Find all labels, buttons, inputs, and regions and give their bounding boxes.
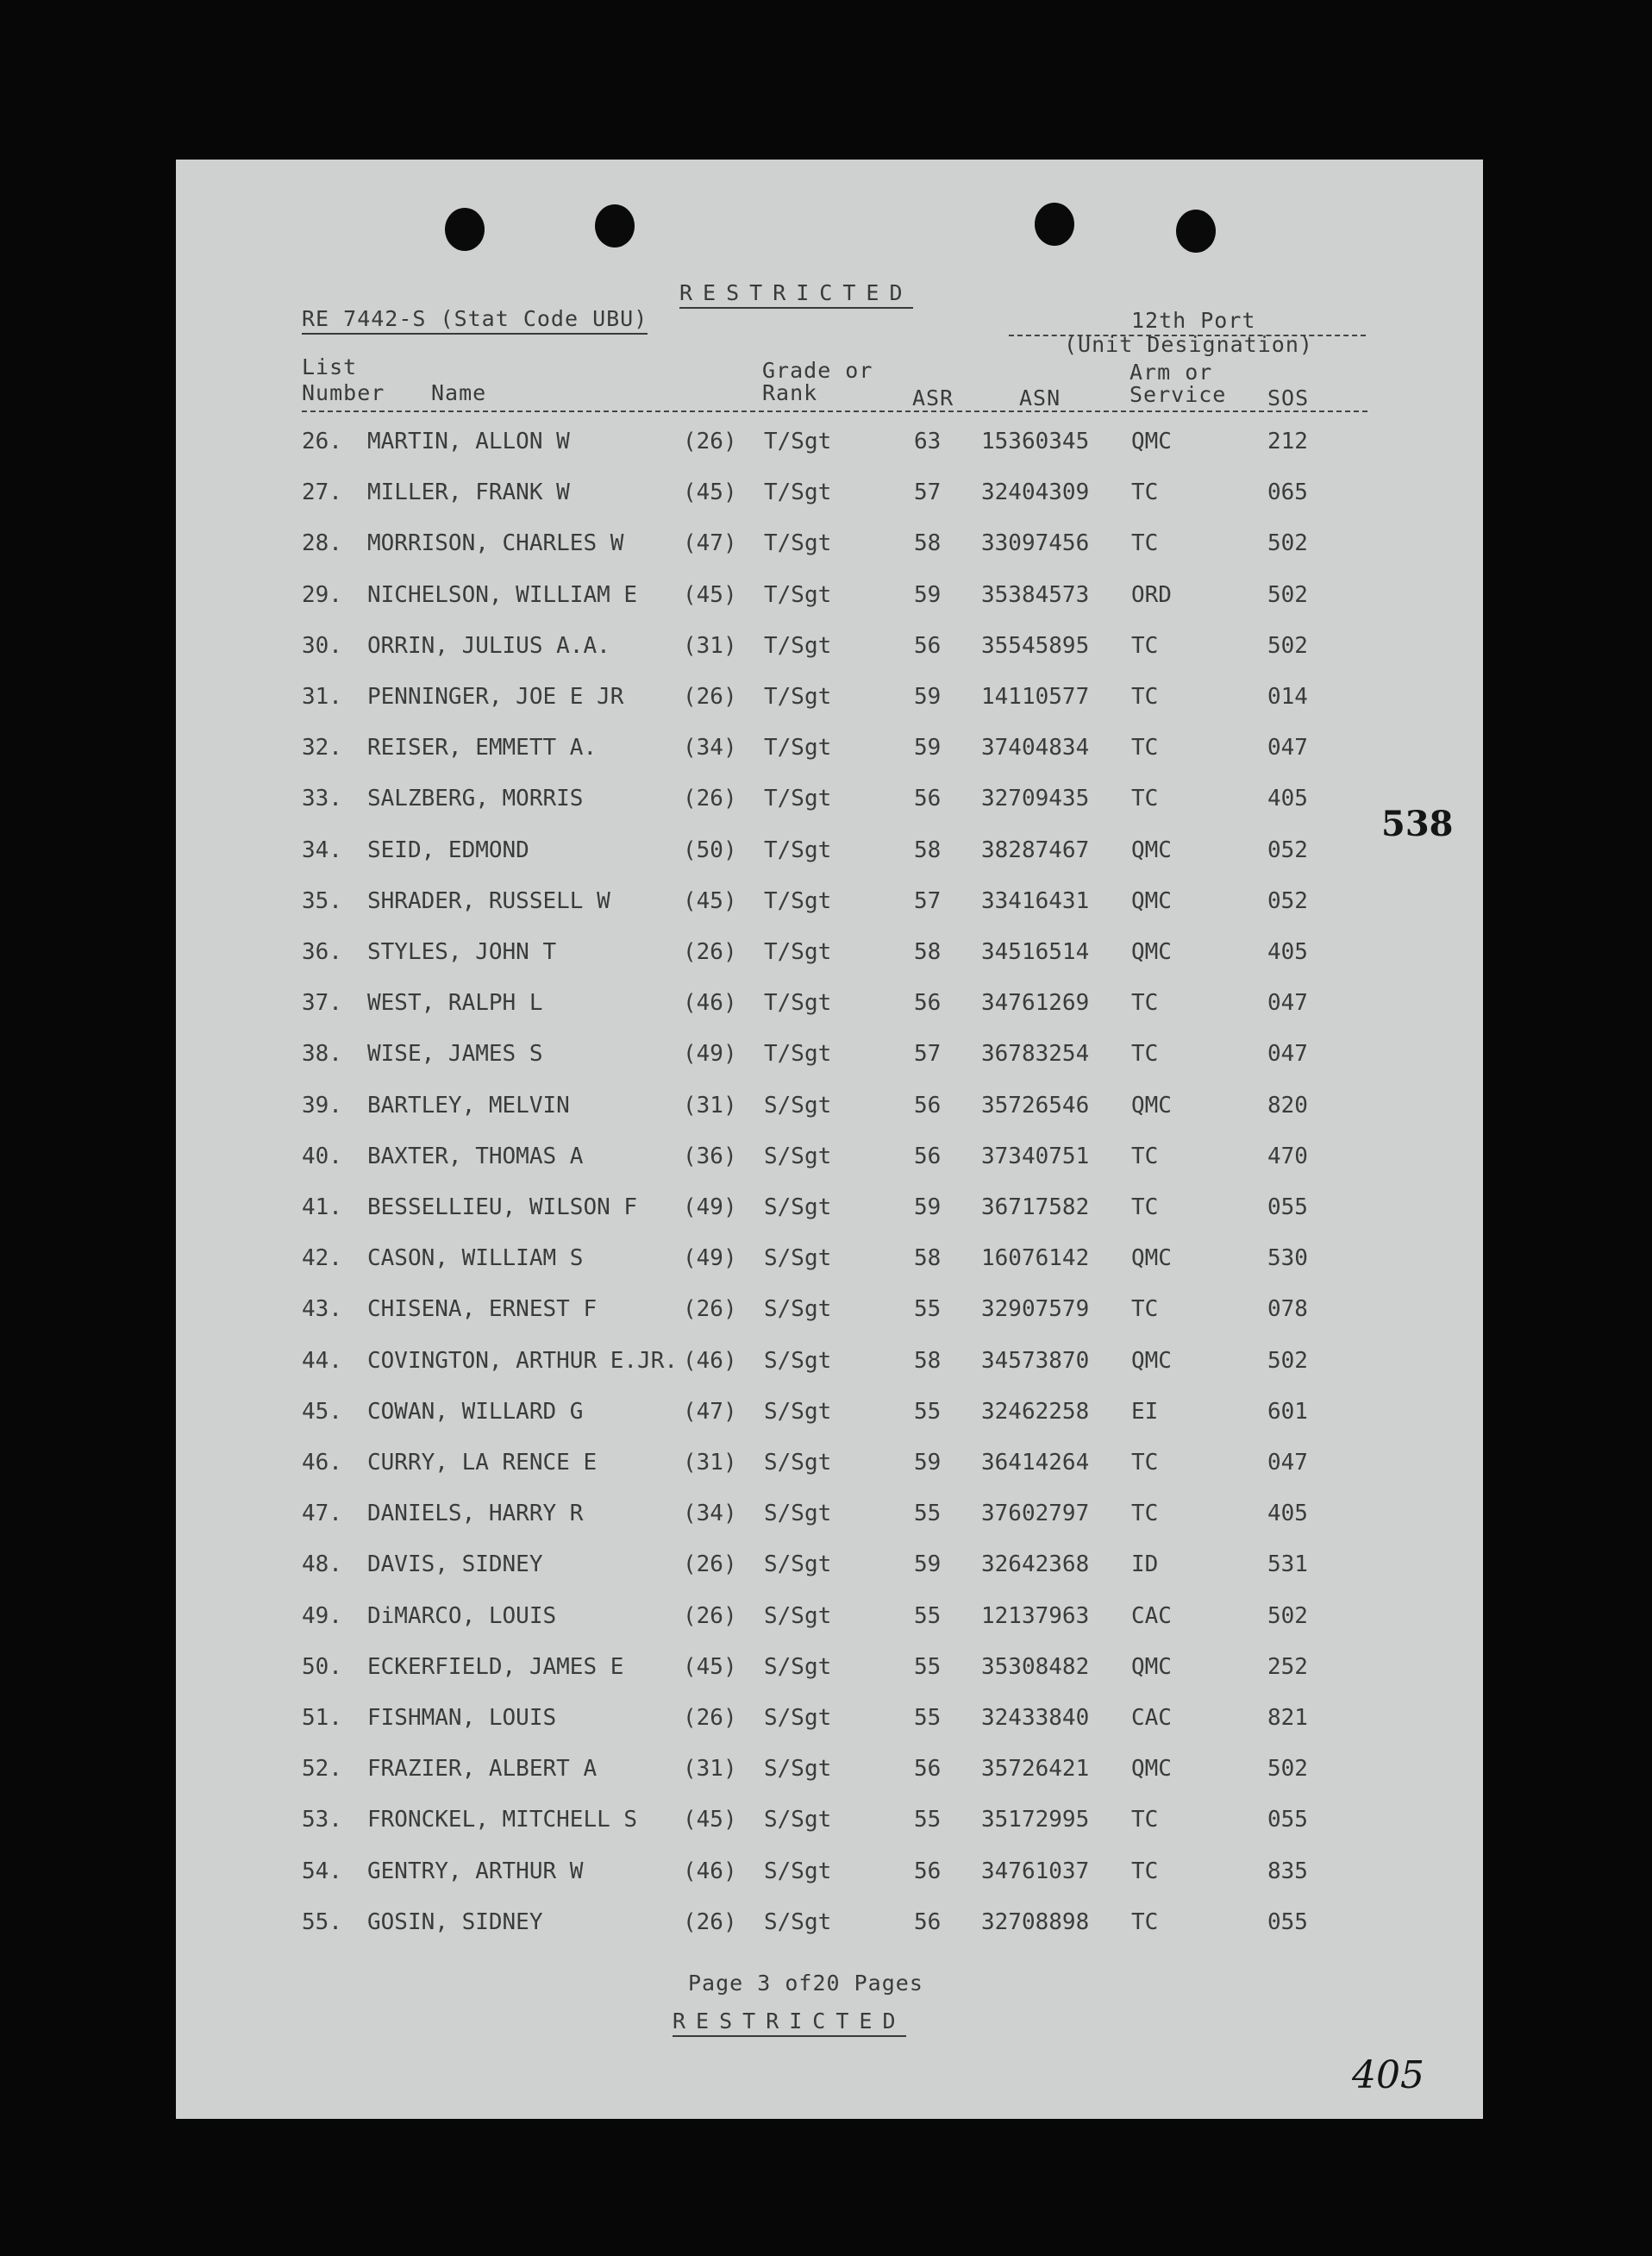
cell-grade: S/Sgt xyxy=(764,1296,832,1323)
table-row xyxy=(176,1041,1483,1075)
cell-asn: 36783254 xyxy=(981,1041,1090,1068)
cell-asr: 58 xyxy=(914,530,942,557)
cell-sos: 047 xyxy=(1267,1041,1308,1068)
cell-name: DiMARCO, LOUIS xyxy=(367,1602,557,1629)
cell-sos: 502 xyxy=(1267,632,1308,659)
cell-asn: 32433840 xyxy=(981,1705,1090,1731)
cell-grade: S/Sgt xyxy=(764,1092,832,1119)
cell-grade: T/Sgt xyxy=(764,990,832,1017)
cell-asr: 56 xyxy=(914,1858,942,1884)
table-row xyxy=(176,479,1483,514)
cell-name: GENTRY, ARTHUR W xyxy=(367,1858,584,1884)
cell-asr: 55 xyxy=(914,1398,942,1425)
cell-list-number: 47. xyxy=(302,1501,342,1527)
cell-code: (26) xyxy=(683,1908,737,1935)
cell-name: DANIELS, HARRY R xyxy=(367,1501,584,1527)
cell-sos: 052 xyxy=(1267,887,1308,914)
cell-sos: 601 xyxy=(1267,1398,1308,1425)
cell-grade: T/Sgt xyxy=(764,479,832,506)
cell-grade: T/Sgt xyxy=(764,939,832,965)
cell-asr: 57 xyxy=(914,887,942,914)
table-row xyxy=(176,1245,1483,1280)
cell-asr: 56 xyxy=(914,1092,942,1119)
cell-asr: 58 xyxy=(914,1347,942,1374)
cell-code: (26) xyxy=(683,429,737,454)
cell-asr: 59 xyxy=(914,735,942,761)
table-row xyxy=(176,1756,1483,1790)
cell-asr: 58 xyxy=(914,837,942,863)
table-row xyxy=(176,1654,1483,1689)
cell-code: (45) xyxy=(683,479,737,506)
cell-asn: 34516514 xyxy=(981,939,1090,965)
column-header-grade: Grade or xyxy=(762,358,873,383)
cell-arm-service: CAC xyxy=(1131,1602,1172,1629)
cell-sos: 065 xyxy=(1267,479,1308,506)
cell-name: CHISENA, ERNEST F xyxy=(367,1296,598,1323)
table-row xyxy=(176,1194,1483,1229)
cell-code: (45) xyxy=(683,1807,737,1833)
table-row xyxy=(176,1296,1483,1331)
cell-code: (31) xyxy=(683,1450,737,1476)
cell-arm-service: ID xyxy=(1131,1551,1159,1578)
cell-list-number: 26. xyxy=(302,429,342,454)
cell-asr: 63 xyxy=(914,429,942,454)
cell-sos: 470 xyxy=(1267,1143,1308,1169)
cell-sos: 055 xyxy=(1267,1194,1308,1220)
cell-asn: 35308482 xyxy=(981,1653,1090,1680)
cell-list-number: 43. xyxy=(302,1296,342,1323)
cell-grade: S/Sgt xyxy=(764,1245,832,1272)
table-row xyxy=(176,1399,1483,1433)
punch-hole xyxy=(445,208,485,251)
cell-asn: 32907579 xyxy=(981,1296,1090,1323)
restricted-heading: RESTRICTED xyxy=(679,280,913,309)
column-header-arm: Arm or xyxy=(1129,360,1213,385)
cell-asn: 16076142 xyxy=(981,1245,1090,1272)
page-number: Page 3 of20 Pages xyxy=(688,1971,923,1996)
handwritten-side-number: 538 xyxy=(1381,804,1454,844)
cell-list-number: 27. xyxy=(302,479,342,506)
cell-code: (31) xyxy=(683,1092,737,1119)
cell-sos: 252 xyxy=(1267,1653,1308,1680)
cell-grade: T/Sgt xyxy=(764,837,832,863)
cell-asn: 32462258 xyxy=(981,1398,1090,1425)
cell-grade: T/Sgt xyxy=(764,530,832,557)
cell-arm-service: QMC xyxy=(1131,939,1172,965)
cell-name: COVINGTON, ARTHUR E.JR. xyxy=(367,1347,679,1374)
cell-sos: 405 xyxy=(1267,786,1308,812)
cell-grade: S/Sgt xyxy=(764,1501,832,1527)
cell-grade: T/Sgt xyxy=(764,632,832,659)
cell-grade: S/Sgt xyxy=(764,1602,832,1629)
cell-asn: 32709435 xyxy=(981,786,1090,812)
cell-grade: S/Sgt xyxy=(764,1705,832,1731)
cell-arm-service: ORD xyxy=(1131,581,1172,608)
cell-list-number: 48. xyxy=(302,1551,342,1578)
cell-code: (26) xyxy=(683,1705,737,1731)
cell-asn: 34573870 xyxy=(981,1347,1090,1374)
table-row xyxy=(176,633,1483,667)
handwritten-corner-number: 405 xyxy=(1352,2053,1424,2097)
cell-arm-service: TC xyxy=(1131,1194,1159,1220)
cell-asn: 37602797 xyxy=(981,1501,1090,1527)
table-row xyxy=(176,1501,1483,1535)
cell-name: PENNINGER, JOE E JR xyxy=(367,684,624,710)
cell-list-number: 28. xyxy=(302,530,342,557)
cell-asr: 55 xyxy=(914,1807,942,1833)
cell-arm-service: QMC xyxy=(1131,837,1172,863)
cell-list-number: 32. xyxy=(302,735,342,761)
cell-grade: S/Sgt xyxy=(764,1398,832,1425)
column-header-sos: SOS xyxy=(1267,385,1310,410)
table-row xyxy=(176,939,1483,974)
cell-arm-service: TC xyxy=(1131,990,1159,1017)
cell-arm-service: TC xyxy=(1131,786,1159,812)
column-header-list: List xyxy=(302,354,358,379)
cell-sos: 047 xyxy=(1267,1450,1308,1476)
cell-asr: 59 xyxy=(914,684,942,710)
cell-sos: 502 xyxy=(1267,1756,1308,1783)
cell-asn: 35726546 xyxy=(981,1092,1090,1119)
cell-list-number: 39. xyxy=(302,1092,342,1119)
cell-list-number: 54. xyxy=(302,1858,342,1884)
cell-name: COWAN, WILLARD G xyxy=(367,1398,584,1425)
cell-sos: 212 xyxy=(1267,429,1308,454)
table-row xyxy=(176,1144,1483,1178)
cell-asr: 56 xyxy=(914,1756,942,1783)
cell-list-number: 34. xyxy=(302,837,342,863)
table-row xyxy=(176,1858,1483,1893)
cell-arm-service: QMC xyxy=(1131,1653,1172,1680)
column-header-asr: ASR xyxy=(912,385,954,410)
cell-name: ORRIN, JULIUS A.A. xyxy=(367,632,610,659)
cell-grade: S/Sgt xyxy=(764,1551,832,1578)
cell-code: (31) xyxy=(683,632,737,659)
cell-arm-service: TC xyxy=(1131,1908,1159,1935)
cell-code: (34) xyxy=(683,1501,737,1527)
table-row xyxy=(176,837,1483,872)
cell-list-number: 45. xyxy=(302,1398,342,1425)
cell-code: (49) xyxy=(683,1194,737,1220)
cell-asn: 34761269 xyxy=(981,990,1090,1017)
table-row xyxy=(176,1705,1483,1739)
cell-grade: T/Sgt xyxy=(764,684,832,710)
cell-sos: 820 xyxy=(1267,1092,1308,1119)
cell-name: MILLER, FRANK W xyxy=(367,479,570,506)
cell-asn: 14110577 xyxy=(981,684,1090,710)
cell-asr: 55 xyxy=(914,1296,942,1323)
cell-name: NICHELSON, WILLIAM E xyxy=(367,581,638,608)
cell-name: FRAZIER, ALBERT A xyxy=(367,1756,598,1783)
cell-arm-service: EI xyxy=(1131,1398,1159,1425)
cell-list-number: 46. xyxy=(302,1450,342,1476)
cell-arm-service: TC xyxy=(1131,735,1159,761)
cell-asn: 33097456 xyxy=(981,530,1090,557)
cell-arm-service: TC xyxy=(1131,530,1159,557)
cell-name: BARTLEY, MELVIN xyxy=(367,1092,570,1119)
cell-code: (26) xyxy=(683,1602,737,1629)
cell-grade: T/Sgt xyxy=(764,429,832,454)
cell-name: WISE, JAMES S xyxy=(367,1041,543,1068)
cell-asn: 38287467 xyxy=(981,837,1090,863)
cell-list-number: 44. xyxy=(302,1347,342,1374)
cell-asn: 32708898 xyxy=(981,1908,1090,1935)
cell-grade: T/Sgt xyxy=(764,581,832,608)
cell-list-number: 37. xyxy=(302,990,342,1017)
cell-list-number: 29. xyxy=(302,581,342,608)
cell-name: FRONCKEL, MITCHELL S xyxy=(367,1807,638,1833)
column-header-service: Service xyxy=(1129,382,1227,407)
cell-grade: T/Sgt xyxy=(764,887,832,914)
table-row xyxy=(176,1807,1483,1841)
cell-code: (26) xyxy=(683,786,737,812)
cell-asr: 56 xyxy=(914,786,942,812)
report-code: RE 7442-S (Stat Code UBU) xyxy=(302,306,648,335)
cell-asr: 55 xyxy=(914,1705,942,1731)
cell-asn: 12137963 xyxy=(981,1602,1090,1629)
cell-list-number: 38. xyxy=(302,1041,342,1068)
cell-arm-service: QMC xyxy=(1131,1245,1172,1272)
cell-name: MARTIN, ALLON W xyxy=(367,429,570,454)
cell-arm-service: QMC xyxy=(1131,1756,1172,1783)
table-row xyxy=(176,1348,1483,1382)
cell-list-number: 40. xyxy=(302,1143,342,1169)
cell-arm-service: TC xyxy=(1131,1041,1159,1068)
cell-grade: S/Sgt xyxy=(764,1194,832,1220)
cell-arm-service: TC xyxy=(1131,1858,1159,1884)
cell-name: CURRY, LA RENCE E xyxy=(367,1450,598,1476)
cell-grade: S/Sgt xyxy=(764,1807,832,1833)
cell-asn: 37404834 xyxy=(981,735,1090,761)
cell-code: (50) xyxy=(683,837,737,863)
cell-sos: 821 xyxy=(1267,1705,1308,1731)
header-underline xyxy=(302,410,1367,412)
table-row xyxy=(176,530,1483,565)
cell-asr: 57 xyxy=(914,1041,942,1068)
cell-code: (45) xyxy=(683,887,737,914)
cell-sos: 531 xyxy=(1267,1551,1308,1578)
table-row xyxy=(176,1450,1483,1484)
cell-sos: 405 xyxy=(1267,939,1308,965)
cell-asr: 56 xyxy=(914,632,942,659)
cell-code: (45) xyxy=(683,1653,737,1680)
cell-asn: 35545895 xyxy=(981,632,1090,659)
table-row xyxy=(176,1551,1483,1586)
cell-asr: 56 xyxy=(914,990,942,1017)
cell-name: ECKERFIELD, JAMES E xyxy=(367,1653,624,1680)
cell-grade: T/Sgt xyxy=(764,1041,832,1068)
cell-asn: 33416431 xyxy=(981,887,1090,914)
cell-asr: 56 xyxy=(914,1143,942,1169)
cell-sos: 502 xyxy=(1267,530,1308,557)
cell-sos: 530 xyxy=(1267,1245,1308,1272)
cell-grade: S/Sgt xyxy=(764,1143,832,1169)
cell-asn: 35384573 xyxy=(981,581,1090,608)
cell-sos: 405 xyxy=(1267,1501,1308,1527)
cell-asr: 55 xyxy=(914,1501,942,1527)
cell-arm-service: CAC xyxy=(1131,1705,1172,1731)
table-row xyxy=(176,1909,1483,1944)
table-row xyxy=(176,735,1483,769)
cell-arm-service: QMC xyxy=(1131,1092,1172,1119)
table-row xyxy=(176,1093,1483,1127)
cell-arm-service: QMC xyxy=(1131,1347,1172,1374)
punch-hole xyxy=(1176,210,1216,253)
cell-grade: T/Sgt xyxy=(764,786,832,812)
cell-name: SHRADER, RUSSELL W xyxy=(367,887,610,914)
cell-name: BESSELLIEU, WILSON F xyxy=(367,1194,638,1220)
cell-code: (47) xyxy=(683,530,737,557)
cell-arm-service: TC xyxy=(1131,632,1159,659)
cell-sos: 055 xyxy=(1267,1908,1308,1935)
cell-grade: S/Sgt xyxy=(764,1858,832,1884)
cell-grade: S/Sgt xyxy=(764,1756,832,1783)
table-row xyxy=(176,786,1483,820)
column-header-rank: Rank xyxy=(762,380,818,405)
cell-arm-service: TC xyxy=(1131,684,1159,710)
cell-code: (46) xyxy=(683,1858,737,1884)
cell-asr: 59 xyxy=(914,1450,942,1476)
cell-arm-service: TC xyxy=(1131,479,1159,506)
cell-code: (36) xyxy=(683,1143,737,1169)
cell-asr: 58 xyxy=(914,1245,942,1272)
cell-list-number: 41. xyxy=(302,1194,342,1220)
cell-code: (46) xyxy=(683,990,737,1017)
cell-code: (49) xyxy=(683,1041,737,1068)
cell-code: (45) xyxy=(683,581,737,608)
cell-asn: 32642368 xyxy=(981,1551,1090,1578)
column-header-name: Name xyxy=(431,380,487,405)
cell-code: (26) xyxy=(683,939,737,965)
cell-code: (49) xyxy=(683,1245,737,1272)
cell-asn: 35726421 xyxy=(981,1756,1090,1783)
cell-name: FISHMAN, LOUIS xyxy=(367,1705,557,1731)
cell-name: MORRISON, CHARLES W xyxy=(367,530,624,557)
cell-code: (34) xyxy=(683,735,737,761)
cell-sos: 835 xyxy=(1267,1858,1308,1884)
cell-code: (26) xyxy=(683,1296,737,1323)
cell-list-number: 31. xyxy=(302,684,342,710)
cell-arm-service: TC xyxy=(1131,1143,1159,1169)
cell-code: (26) xyxy=(683,684,737,710)
cell-name: DAVIS, SIDNEY xyxy=(367,1551,543,1578)
cell-asr: 59 xyxy=(914,581,942,608)
cell-arm-service: TC xyxy=(1131,1450,1159,1476)
cell-sos: 502 xyxy=(1267,1347,1308,1374)
cell-sos: 502 xyxy=(1267,1602,1308,1629)
table-row xyxy=(176,990,1483,1025)
cell-sos: 078 xyxy=(1267,1296,1308,1323)
cell-list-number: 53. xyxy=(302,1807,342,1833)
cell-sos: 052 xyxy=(1267,837,1308,863)
cell-list-number: 42. xyxy=(302,1245,342,1272)
cell-name: REISER, EMMETT A. xyxy=(367,735,598,761)
cell-grade: S/Sgt xyxy=(764,1908,832,1935)
restricted-footer: RESTRICTED xyxy=(673,2008,906,2037)
cell-asn: 37340751 xyxy=(981,1143,1090,1169)
table-row xyxy=(176,1603,1483,1638)
cell-name: WEST, RALPH L xyxy=(367,990,543,1017)
column-header-number: Number xyxy=(302,380,385,405)
cell-arm-service: TC xyxy=(1131,1296,1159,1323)
unit-designation: 12th Port xyxy=(1131,308,1256,333)
cell-sos: 047 xyxy=(1267,990,1308,1017)
cell-grade: S/Sgt xyxy=(764,1347,832,1374)
cell-sos: 047 xyxy=(1267,735,1308,761)
cell-list-number: 35. xyxy=(302,887,342,914)
cell-arm-service: QMC xyxy=(1131,887,1172,914)
table-row xyxy=(176,684,1483,718)
cell-name: CASON, WILLIAM S xyxy=(367,1245,584,1272)
cell-arm-service: TC xyxy=(1131,1501,1159,1527)
unit-designation-label: (Unit Designation) xyxy=(1064,332,1313,357)
cell-grade: S/Sgt xyxy=(764,1450,832,1476)
cell-code: (26) xyxy=(683,1551,737,1578)
cell-name: STYLES, JOHN T xyxy=(367,939,557,965)
cell-code: (47) xyxy=(683,1398,737,1425)
cell-grade: T/Sgt xyxy=(764,735,832,761)
cell-asn: 15360345 xyxy=(981,429,1090,454)
cell-name: GOSIN, SIDNEY xyxy=(367,1908,543,1935)
cell-sos: 502 xyxy=(1267,581,1308,608)
cell-asr: 59 xyxy=(914,1551,942,1578)
cell-name: SALZBERG, MORRIS xyxy=(367,786,584,812)
cell-arm-service: QMC xyxy=(1131,429,1172,454)
cell-asn: 34761037 xyxy=(981,1858,1090,1884)
cell-list-number: 52. xyxy=(302,1756,342,1783)
cell-asr: 58 xyxy=(914,939,942,965)
punch-hole xyxy=(595,204,635,248)
cell-asn: 36414264 xyxy=(981,1450,1090,1476)
cell-list-number: 50. xyxy=(302,1653,342,1680)
cell-code: (46) xyxy=(683,1347,737,1374)
cell-grade: S/Sgt xyxy=(764,1653,832,1680)
cell-asn: 32404309 xyxy=(981,479,1090,506)
cell-asr: 55 xyxy=(914,1653,942,1680)
cell-asr: 59 xyxy=(914,1194,942,1220)
cell-list-number: 30. xyxy=(302,632,342,659)
table-row xyxy=(176,582,1483,617)
punch-hole xyxy=(1035,203,1074,246)
cell-name: BAXTER, THOMAS A xyxy=(367,1143,584,1169)
cell-code: (31) xyxy=(683,1756,737,1783)
cell-sos: 055 xyxy=(1267,1807,1308,1833)
document-page xyxy=(176,160,1483,2119)
cell-arm-service: TC xyxy=(1131,1807,1159,1833)
cell-list-number: 33. xyxy=(302,786,342,812)
cell-asr: 57 xyxy=(914,479,942,506)
cell-list-number: 49. xyxy=(302,1602,342,1629)
cell-list-number: 36. xyxy=(302,939,342,965)
cell-list-number: 51. xyxy=(302,1705,342,1731)
cell-list-number: 55. xyxy=(302,1908,342,1935)
cell-asn: 35172995 xyxy=(981,1807,1090,1833)
column-header-asn: ASN xyxy=(1019,385,1061,410)
cell-name: SEID, EDMOND xyxy=(367,837,529,863)
cell-asr: 55 xyxy=(914,1602,942,1629)
table-row xyxy=(176,888,1483,923)
cell-asn: 36717582 xyxy=(981,1194,1090,1220)
cell-asr: 56 xyxy=(914,1908,942,1935)
table-row xyxy=(176,429,1483,463)
cell-sos: 014 xyxy=(1267,684,1308,710)
